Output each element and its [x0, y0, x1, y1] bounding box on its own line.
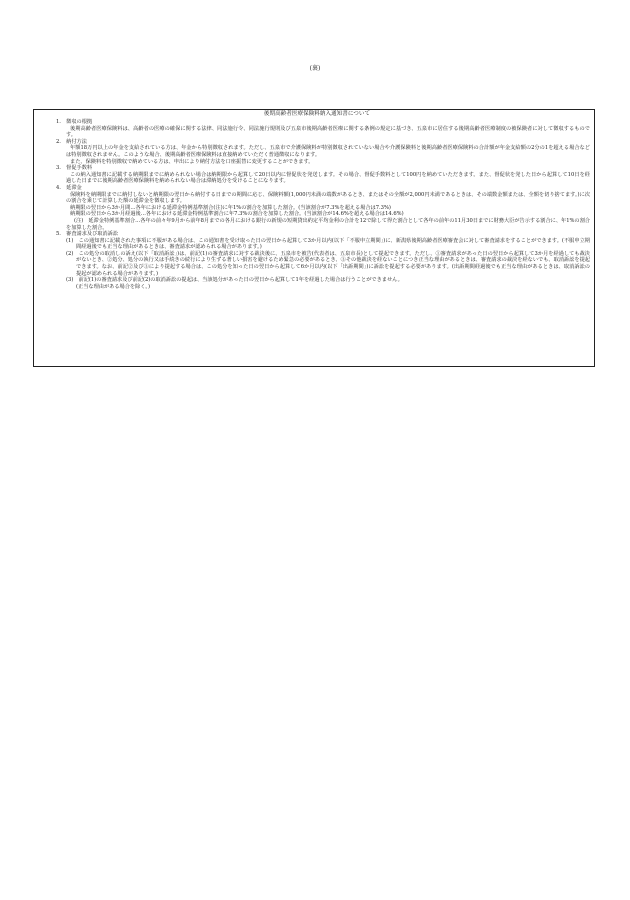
section-heading: 3. 督促手数料	[56, 165, 93, 172]
section-heading: 1. 徴収の根拠	[56, 119, 93, 125]
appeal-item: (2) この処分の取消しの訴え(以下「取消訴訟」)は、前記(1)の審査請求に対する裁決後に、五泉市を被告(代表者は、五泉市長)として提起できます。ただし、①審査請求があった日の翌日から起算して3か月を経過しても裁決がないとき、②処分、処分の執行又は手続きの続行により生ずる著しい損害を避けるため緊急の必要があるとき、③その他裁決を経ないことにつき正当な理由があるときは、審査請求の裁決を経ないでも、取消訴訟を提起できます。なお、前記②及び③により提起する場合は、この処分を知った日の翌日から起算して6か月以内(以下「出訴期間」)に訴訟を提起する必要があります。(出訴期間経過後でも正当な理由があるときは、取消訴訟の提起が認められる場合があります。)	[66, 250, 590, 277]
appeal-item: (1) この通知書に記載された事項に不服がある場合は、この通知書を受け取った日の翌日から起算して3か月以内(以下「不服申立期間」)に、新潟県後期高齢者医療審査会に対して審査請求をすることができます。(不服申立期間経過後でも正当な理由があるときは、審査請求が認められる場合があります。)	[66, 237, 590, 251]
appeal-item-closing: (正当な理由がある場合を除く。)	[76, 283, 150, 290]
section-heading: 2. 納付方法	[56, 138, 87, 145]
notice-title: 後期高齢者医療保険料納入通知書について	[263, 111, 371, 117]
late-fee-footnote: (注) 延滞金特例基準割合…各年の前々年9月から前年8月までの各月における銀行の新規の短期貸出約定平均金利の合計を12で除して得た割合として各年の前年の11月30日までに財務大臣が告示する割合に、年1%の割合を加算した割合。	[66, 217, 590, 231]
section-heading: 4. 延滞金	[56, 184, 82, 191]
section-heading: 5. 審査請求及び取消訴訟	[56, 231, 119, 238]
section-paragraph: また、保険料を特別徴収で納めている方は、申出により納付方法を口座振替に変更することができます。	[70, 158, 314, 165]
section-paragraph: 保険料を納期限までに納付しないと納期限の翌日から納付する日までの期間に応じ、保険料額(1,000円未満の端数があるとき、またはその全額が2,000円未満であるときは、その端数金額または、全額を切り捨てます。)に次の割合を乗じて計算した額の延滞金を徴収します。	[66, 191, 590, 205]
page-side-marker: (裏)	[309, 65, 321, 72]
section-late-fee	[44, 185, 590, 231]
section-payment-method	[44, 139, 590, 165]
section-reminder-fee	[44, 165, 590, 185]
late-fee-rate-line: 納期限の翌日から3か月経過後…各年における延滞金特例基準割合に年7.3%の割合を加算した割合。(当該割合が14.6%を超える場合は14.6%)	[70, 211, 404, 218]
appeal-item: (3) 前記(1)の審査請求及び前記(2)の取消訴訟の提起は、当該処分があった日の翌日から起算して1年を経過した場合は行うことができません。	[66, 277, 403, 284]
section-appeal-and-lawsuit	[44, 231, 590, 290]
section-collection-basis	[44, 119, 590, 139]
section-paragraph: 後期高齢者医療保険料は、高齢者の医療の確保に関する法律、同法施行令、同法施行規則及び五泉市後期高齢者医療に関する条例の規定に基づき、五泉市に居住する後期高齢者医療制度の被保険者に対して徴収するものです。	[66, 125, 590, 139]
section-paragraph: この納入通知書に記載する納期限までに納められない場合は納期限から起算して20日以内に督促状を発送します。その場合、督促手数料として100円を納めていただきます。また、督促状を発した日から起算して10日を経過した日までに後期高齢者医療保険料を納められない場合は滞納処分を受けることになります。	[66, 171, 590, 185]
notice-explanation-box	[33, 109, 595, 367]
section-paragraph: 年額18万円以上の年金を支給されている方は、年金から特別徴収されます。ただし、五泉市で介護保険料が特別徴収されていない場合や介護保険料と後期高齢者医療保険料の合計額が年金支給額の2分の1を超える場合などは特別徴収されません。このような場合、後期高齢者医療保険料は直接納めていただく普通徴収になります。	[66, 145, 590, 158]
late-fee-rate-line: 納期限の翌日から3か月間…各年における延滞金特例基準割合(注)に年1%の割合を加算した割合。(当該割合が7.3%を超える場合は7.3%)	[70, 204, 391, 211]
